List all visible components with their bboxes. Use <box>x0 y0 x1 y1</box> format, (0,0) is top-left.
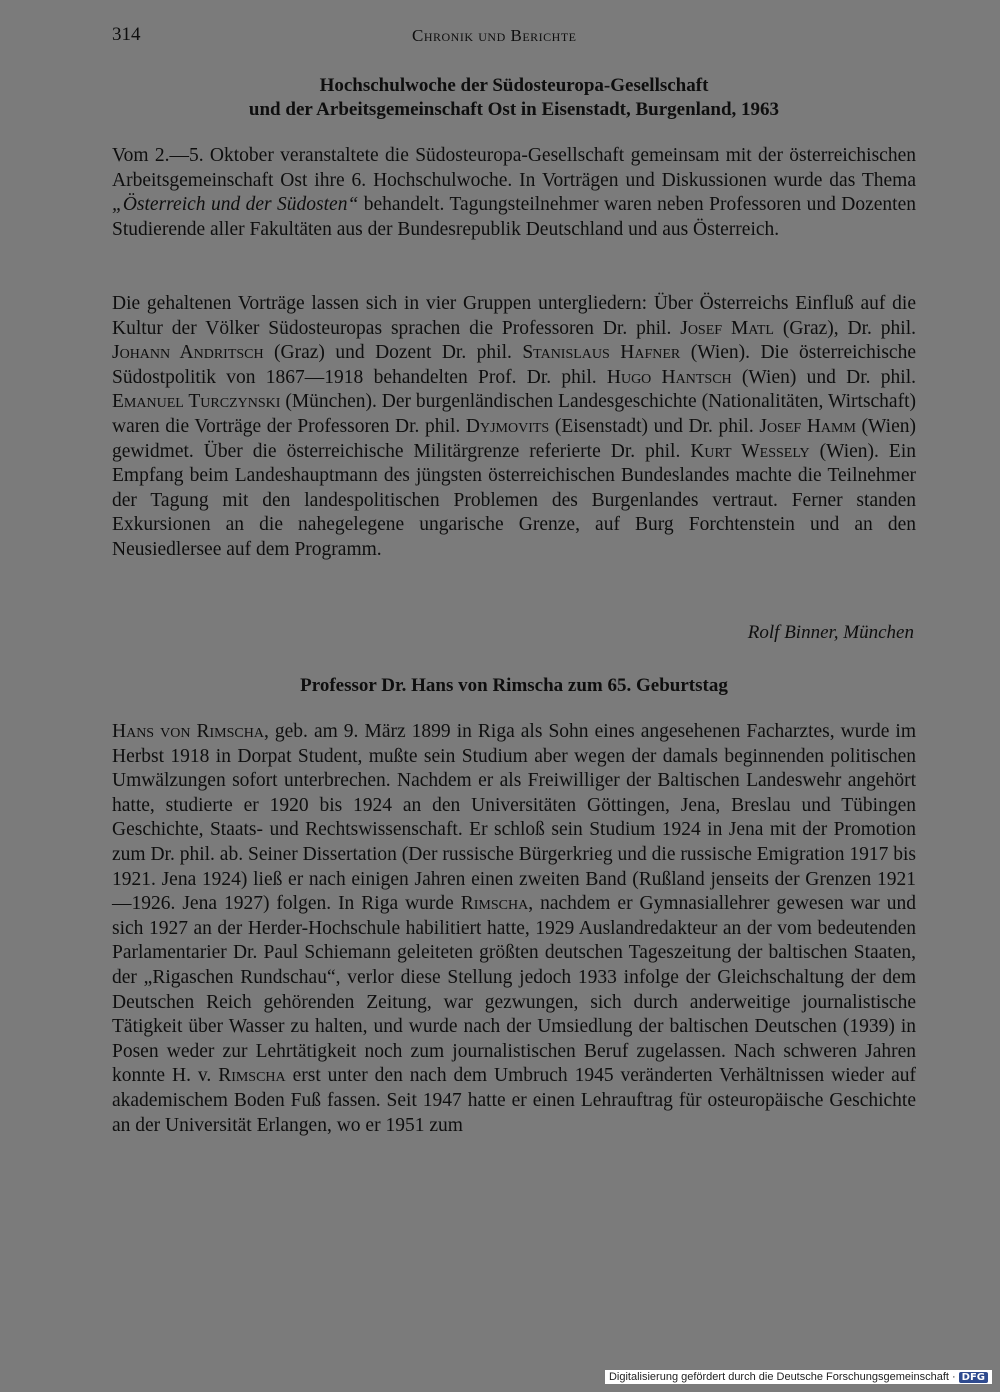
text-run: Die gehaltenen Vorträge lassen sich in vier Gruppen untergliedern: Über Österreichs Einfluß auf die Kultur der Völker Südosteuropas sprachen die Professoren Dr. phil. <box>112 293 916 339</box>
text-run: erst unter den nach dem Umbruch 1945 veränderten Verhältnissen wieder auf akademischem Boden Fuß fassen. Seit 1947 hatte er einen Lehrauftrag für osteuropäische Geschichte an der Universität Erlangen, wo er 1951 zum <box>112 1065 917 1136</box>
person-name: Josef Matl <box>680 317 774 339</box>
article1-byline: Rolf Binner, München <box>747 622 914 643</box>
person-name: Hans von Rimscha <box>112 721 264 742</box>
running-head: Chronik und Berichte <box>412 26 577 45</box>
text-run: (Eisenstadt) und Dr. phil. <box>549 415 760 437</box>
text-run: , nachdem er Gymnasiallehrer gewesen war und sich 1927 an der Herder-Hochschule habilitiert hatte, 1929 Auslandredakteur an der vom bedeutenden Parlamentarier Dr. Paul Schiemann geleiteten größten deutschen Tageszeitung der baltischen Staaten, der „Rigaschen Rundschau“, verlor diese Stellung jedoch 1933 infolge der Gleichschaltung der dem Deutschen Reich gehörenden Zeitung, war gezwungen, sich durch anderweitige journalistische Tätigkeit über Wasser zu halten, und wurde nach der Umsiedlung der baltischen Deutschen (1939) in Posen weder zur Lehrtätigkeit noch zum journalistischen Beruf zugelassen. Nach schweren Jahren konnte H. v. <box>112 893 916 1087</box>
text-run: (Wien) gewidmet. Über die österreichische Militärgrenze referierte Dr. phil. <box>112 415 916 462</box>
theme-emphasis: „Österreich und der Südosten“ <box>112 194 359 216</box>
page-number: 314 <box>112 24 141 45</box>
article1-title <box>112 74 916 122</box>
person-name: Rimscha <box>460 893 529 915</box>
article2-title: Professor Dr. Hans von Rimscha zum 65. Geburtstag <box>300 675 728 696</box>
text-run: (Wien). Ein Empfang beim Landeshauptmann des jüngsten österreichischen Bundeslandes machte die Teilnehmer der Tagung mit den landespolitischen Problemen des Burgenlandes vertraut. Ferner standen Exkursionen an die nahegelegene ungarische Grenze, auf Burg Forchtenstein und an den Neusiedlersee auf dem Programm. <box>112 440 916 560</box>
text-run: (Graz) und Dozent Dr. phil. <box>263 342 523 364</box>
text-run: behandelt. Tagungsteilnehmer waren neben Professoren und Dozenten Studierende aller Fakultäten aus der Bundesrepublik Deutschland und aus Österreich. <box>112 194 916 240</box>
dfg-logo-icon: DFG <box>959 1372 988 1383</box>
text-run: Vom 2.—5. Oktober veranstaltete die Südosteuropa-Gesellschaft gemeinsam mit der österreichischen Arbeitsgemeinschaft Ost ihre 6. Hochschulwoche. In Vorträgen und Diskussionen wurde das Thema <box>112 145 916 191</box>
article1-title-line2: und der Arbeitsgemeinschaft Ost in Eisenstadt, Burgenland, 1963 <box>248 99 780 120</box>
text-run: (München). Der burgenländischen Landesgeschichte (Nationalitäten, Wirtschaft) waren die Vorträge der Professoren Dr. phil. <box>112 391 916 437</box>
article1-paragraph2 <box>112 292 916 563</box>
digitization-footer <box>605 1370 992 1384</box>
text-run: (Wien). Die österreichische Südostpolitik von 1867—1918 behandelten Prof. Dr. phil. <box>112 342 916 388</box>
person-name: Josef Hamm <box>759 415 856 437</box>
page-header <box>112 24 916 50</box>
person-name: Stanislaus Hafner <box>522 342 681 364</box>
person-name: Emanuel Turczynski <box>112 391 281 413</box>
article1-paragraph1 <box>112 144 916 242</box>
text-run: (Graz), Dr. phil. <box>773 317 917 339</box>
footer-text: Digitalisierung gefördert durch die Deutsche Forschungsgemeinschaft · <box>608 1371 956 1383</box>
person-name: Johann Andritsch <box>112 342 264 364</box>
person-name: Kurt Wessely <box>690 440 810 462</box>
text-run: , geb. am 9. März 1899 in Riga als Sohn eines angesehenen Facharztes, wurde im Herbst 1918 in Dorpat Student, mußte sein Studium aber wegen der damals beginnenden politischen Umwälzungen sofort unterbrechen. Nachdem er als Freiwilliger der Baltischen Landeswehr angehört hatte, studierte er 1920 bis 1924 an den Universitäten Göttingen, Jena, Breslau und Tübingen Geschichte, Staats- und Rechtswissenschaft. Er schloß sein Studium 1924 in Jena mit der Promotion zum Dr. phil. ab. Seiner Dissertation (Der russische Bürgerkrieg und die russische Emigration 1917 bis 1921. Jena 1924) ließ er nach einigen Jahren einen zweiten Band (Rußland jenseits der Grenzen 1921—1926. Jena 1927) folgen. In Riga wurde <box>112 721 916 915</box>
person-name: Hugo Hantsch <box>606 366 732 388</box>
person-name: Dyjmovits <box>465 415 550 437</box>
article1-title-line1: Hochschulwoche der Südosteuropa-Gesellschaft <box>319 75 709 96</box>
text-run: (Wien) und Dr. phil. <box>731 366 916 388</box>
person-name: Rimscha <box>218 1065 286 1087</box>
article2-paragraph <box>112 720 916 1138</box>
